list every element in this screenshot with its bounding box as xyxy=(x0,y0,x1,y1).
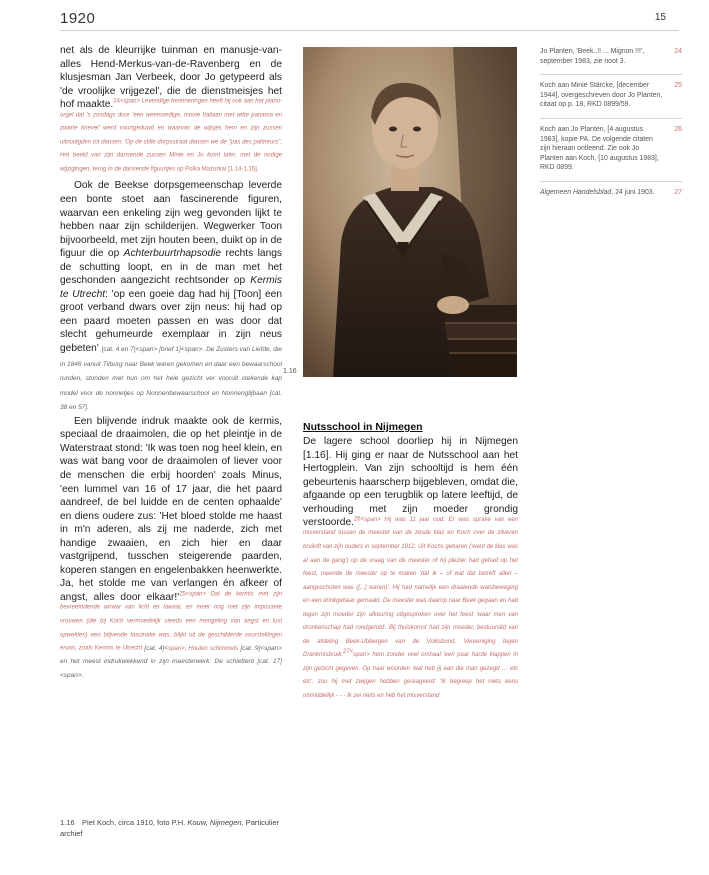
endnote-text: Jo Planten, 'Beek..!! ... Mignon !!!', september 1983, zie noot 3. xyxy=(540,48,645,65)
body-paragraph: Ook de Beekse dorpsgemeenschap leverde een bonte stoet aan fascinerende figuren, waarvan een enkeling zijn weg gevonden lijkt te hebben naar zijn schilderijen. Wegwerker Toon bijvoorbeeld, met zijn houten been, duikt op in de figuur die op Achterbuurtrhapsodie rechts langs de schutting loopt, en in de man met het geschonden aangezicht rechtsonder op Kermis te Utrecht: 'op een goeie dag had hij [Toon] een groot verband dwars over zijn neus: hij had op een paard moeten passen en was door dat slecht gehumeurde exemplaar in zijn neus gebeten' [cat. 4 en 7]<span> [brief 1]<span>. De Zusters van Liefde, die in 1846 vanuit Tilburg naar Beek waren gekomen en daar een bewaarschool runden, stonden met hun om het hele gezicht ver vooruit stekende kap model voor de nonnetjes op Nonnenbewaarschool en Nonnenglijbaan [cat. 38 en 57]. xyxy=(60,180,283,412)
header-divider xyxy=(60,30,679,31)
photo-reference-number: 1.16 xyxy=(283,368,297,375)
endnote-divider xyxy=(540,181,682,182)
endnote-divider xyxy=(540,118,682,119)
endnote-divider xyxy=(540,74,682,75)
body-paragraph: net als de kleurrijke tuinman en manusje-van-alles Hend-Merkus-van-de-Ravenberg en de klusjesman Jan Verbeek, door Jo getypeerd als 'de vroolijke vrijgezel', die de dienstmeisjes het hof maakte.24<span> Levendige herinneringen heeft hij ook aan het piano-orgel dat 's zondags door 'een weemoedige, mooie Italiaan met witte panama en zwarte knevel' werd voortgeduwd en waarvan de wijsjes hem en zijn zussen uitnodigden tot dansen: 'Op de stille dorpsstraat dansen we de "pas des patineurs". Het beeld van zijn dansende zussen Minie en Jo komt later, met de nodige wijzigingen, terug in de dansende figuurtjes op Polka Mazurka/ [1.14-1.15]. xyxy=(60,45,282,173)
endnote-text: Koch aan Jo Planten, [4 augustus 1983], kopie PA. De volgende citaten zijn hieraan ontleend. Zie ook Jo Planten aan Koch, [10 augustus 1983], RKD 0899. xyxy=(540,125,659,172)
body-paragraph: Een blijvende indruk maakte ook de kermis, speciaal de draaimolen, die op het pleintje in de Waterstraat stond: 'Ik was toen nog heel klein, en was wat bang voor de draaimolen of liever voor de menschen die erbij hoorden' zoals Minus, 'een lummel van 16 of 17 jaar, die het paard aandreef, de bel luidde en de centen ophaalde' en diens oudere zus: 'Het bloed stolde me haast in m'n aderen, als zij me naderde, zich met handige zwaaien, en zich hier en daar vastgrijpend, tusschen steigerende paarden, koperen stangen en engelenbakken heenwerkte. Ja, het stolde me van verlangen én afkeer of angst, alles door elkaar!'25<span> Dat de kermis met zijn bevreemdende wirwar van licht en lawaai, en meer nog met zijn imposante vrouwen (die bij Koch vermoedelijk steeds een mengeling van angst en lust opwekten) een blijvende fascinatie was, blijkt uit de geschilderde voorstellingen ervan, zoals Kermis te Utrecht [cat. 4]<span>, Houten schimmels [cat. 9]<span> en het meest indrukwekkend in zijn meesterwerk: De schiettent [cat. 17]<span>. xyxy=(60,415,283,679)
endnote-number: 27 xyxy=(674,188,682,196)
endnote-text: Koch aan Minie Stärcke, [december 1944], overgeschreven door Jo Planten, citaat op p. 18, RKD 0899/59. xyxy=(540,82,663,109)
endnote xyxy=(540,188,682,198)
endnote-number: 24 xyxy=(674,48,682,55)
endnote-number: 25 xyxy=(674,82,682,90)
caption-number: 1.16 xyxy=(60,818,75,827)
endnotes-sidebar xyxy=(540,47,682,206)
endnote-text: Algemeen Handelsblad, 24 juni 1903. xyxy=(540,188,655,196)
portrait-photo xyxy=(303,47,517,377)
caption-text: Piet Koch, circa 1910, foto P.H. Kouw, Nijmegen, Particulier archief xyxy=(60,818,280,838)
page-number: 15 xyxy=(654,12,666,23)
body-paragraph: De lagere school doorliep hij in Nijmegen [1.16]. Hij ging er naar de Nutsschool aan het Hertogplein. Van zijn schooltijd is hem één gebeurtenis haarscherp bijgebleven, omdat die, afgaande op een terugblik op latere leeftijd, de verhouding met zijn moeder grondig verstoorde.26<span> Hij was 11 jaar oud. Er was sprake van een misverstand tussen de meester van de zesde klas en Koch over de zilveren bruiloft van zijn ouders in september 1912. Uit Kochs gebaren ('want de klas was al aan de gang') op de vraag van de meester of hij plezier had gehad op het feest, meende de meester op te maken 'dat ik – of wat dat betreft allen – aangeschoten was ([...] waren)'. Hij had namelijk een draaiende walsbeweging en een drinkgebaar gemaakt. De meester was daarop naar Beek gegaan en had tegen zijn moeder zijn afkeuring uitgesproken over het feest 'waar men van dronkenschap had rondgetold'. Bij thuiskomst had zijn moeder, bestuurslid van de afdeling Beek-Ubbergen van de Volksbond, Vereeniging tegen Drankmisbruik,27<span> hem zonder veel omhaal 'een paar harde klappen in zijn gezicht gegeven. Op haar woorden 'wat heb jij aan die man gezegd … etc etc', zou hij met zwijgen hebben gereageerd: 'Ik begreep het niets eens onmiddellijk - - - Ik zei niets en heb het misverstand xyxy=(303,436,518,699)
endnote xyxy=(540,125,682,173)
section-heading: Nutsschool in Nijmegen xyxy=(303,421,423,433)
photo-caption xyxy=(60,817,290,839)
endnote xyxy=(540,47,682,66)
running-header-year: 1920 xyxy=(60,10,96,27)
right-text-column xyxy=(303,435,518,706)
endnote-number: 26 xyxy=(674,125,682,133)
endnote xyxy=(540,81,682,110)
left-text-column xyxy=(60,44,282,686)
